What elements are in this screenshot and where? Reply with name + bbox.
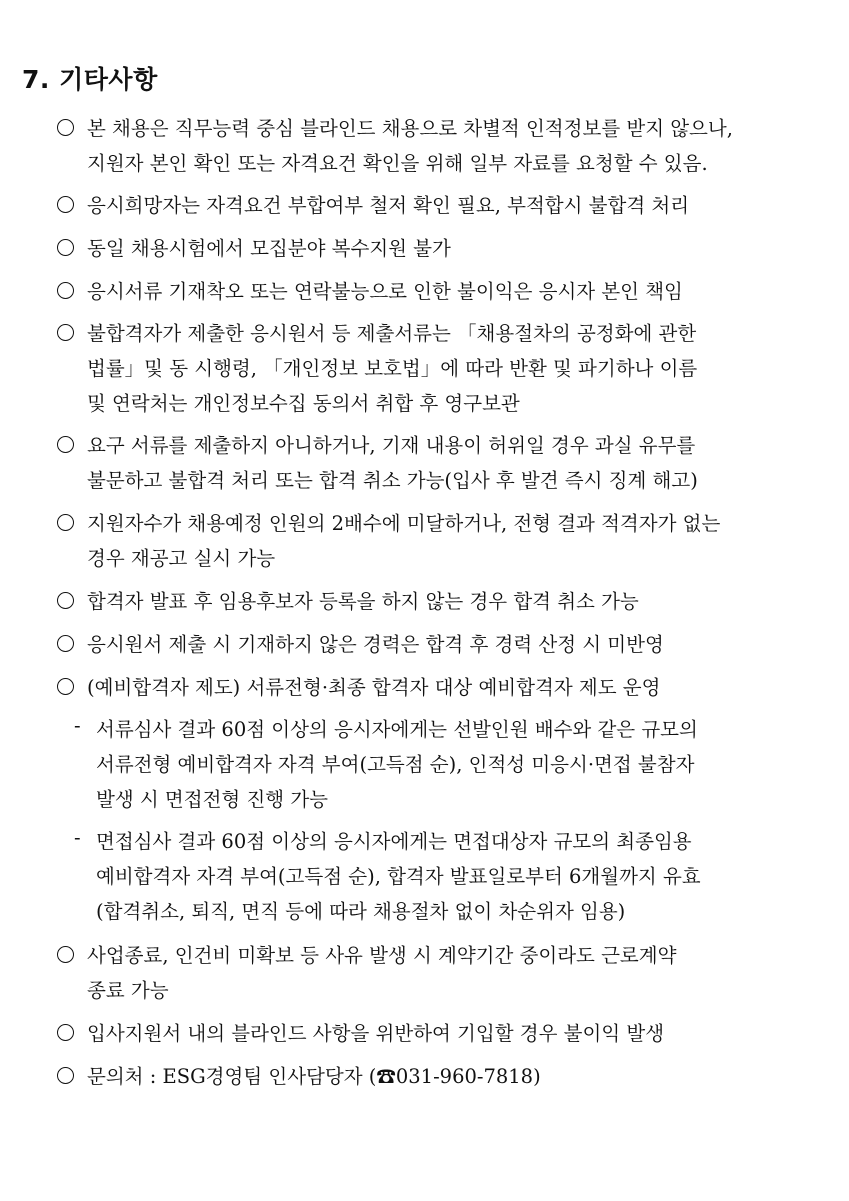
list-item — [57, 318, 837, 423]
item-text-line: 지원자수가 채용예정 인원의 2배수에 미달하거나, 전형 결과 적격자가 없는 — [87, 512, 721, 535]
sub-item-text-line: 발생 시 면접전형 진행 가능 — [96, 788, 329, 811]
item-text-line: 본 채용은 직무능력 중심 블라인드 채용으로 차별적 인적정보를 받지 않으나, — [87, 117, 733, 140]
circle-bullet-icon — [57, 1022, 74, 1046]
list-item — [57, 190, 837, 225]
item-text-line: 불합격자가 제출한 응시원서 등 제출서류는 「채용절차의 공정화에 관한 — [87, 322, 697, 345]
list-item — [57, 113, 837, 183]
list-item — [57, 276, 837, 311]
item-text-line: 불문하고 불합격 처리 또는 합격 취소 가능(입사 후 발견 즉시 징계 해고) — [87, 469, 698, 492]
section-number: 7. — [22, 65, 50, 94]
item-text-line: 응시희망자는 자격요건 부합여부 철저 확인 필요, 부적합시 불합격 처리 — [87, 194, 690, 217]
list-item — [57, 586, 837, 621]
item-text-line: 응시서류 기재착오 또는 연락불능으로 인한 불이익은 응시자 본인 책임 — [87, 280, 683, 303]
sub-item-text-line: (합격취소, 퇴직, 면직 등에 따라 채용절차 없이 차순위자 임용) — [96, 900, 626, 923]
item-text-line: 입사지원서 내의 블라인드 사항을 위반하여 기입할 경우 불이익 발생 — [87, 1022, 665, 1045]
item-text-line: 법률」및 동 시행령, 「개인정보 보호법」에 따라 반환 및 파기하나 이름 — [87, 357, 698, 380]
circle-bullet-icon — [57, 1065, 74, 1089]
circle-bullet-icon — [57, 280, 74, 304]
item-text-line: 문의처 : ESG경영팀 인사담당자 (☎031-960-7818) — [87, 1065, 541, 1088]
list-item — [57, 430, 837, 500]
circle-bullet-icon — [57, 633, 74, 657]
item-text-line: 사업종료, 인건비 미확보 등 사유 발생 시 계약기간 중이라도 근로계약 — [87, 944, 677, 967]
item-text-line: 및 연락처는 개인정보수집 동의서 취합 후 영구보관 — [87, 392, 520, 415]
item-text-line: 종료 가능 — [87, 979, 169, 1002]
item-text-line: 경우 재공고 실시 가능 — [87, 547, 276, 570]
circle-bullet-icon — [57, 237, 74, 261]
sub-list-item — [74, 826, 839, 931]
list-item — [57, 672, 837, 707]
list-item — [57, 508, 837, 578]
circle-bullet-icon — [57, 194, 74, 218]
circle-bullet-icon — [57, 512, 74, 536]
sub-item-text-line: 면접심사 결과 60점 이상의 응시자에게는 면접대상자 규모의 최종임용 — [96, 830, 692, 853]
section-title: 기타사항 — [59, 65, 158, 94]
sub-item-text-line: 서류심사 결과 60점 이상의 응시자에게는 선발인원 배수와 같은 규모의 — [96, 718, 698, 741]
circle-bullet-icon — [57, 117, 74, 141]
dash-bullet: - — [74, 826, 81, 849]
circle-bullet-icon — [57, 322, 74, 346]
list-item — [57, 629, 837, 664]
list-item — [57, 233, 837, 268]
list-item — [57, 1018, 837, 1053]
section-heading — [22, 60, 158, 96]
circle-bullet-icon — [57, 590, 74, 614]
item-text-line: 지원자 본인 확인 또는 자격요건 확인을 위해 일부 자료를 요청할 수 있음. — [87, 152, 708, 175]
list-item — [57, 1061, 837, 1096]
circle-bullet-icon — [57, 434, 74, 458]
circle-bullet-icon — [57, 944, 74, 968]
dash-bullet: - — [74, 714, 81, 737]
list-item — [57, 940, 837, 1010]
sub-list-item — [74, 714, 839, 819]
circle-bullet-icon — [57, 676, 74, 700]
sub-item-text-line: 서류전형 예비합격자 자격 부여(고득점 순), 인적성 미응시·면접 불참자 — [96, 753, 695, 776]
item-text-line: 동일 채용시험에서 모집분야 복수지원 불가 — [87, 237, 451, 260]
item-text-line: 합격자 발표 후 임용후보자 등록을 하지 않는 경우 합격 취소 가능 — [87, 590, 639, 613]
item-text-line: (예비합격자 제도) 서류전형·최종 합격자 대상 예비합격자 제도 운영 — [87, 676, 661, 699]
sub-item-text-line: 예비합격자 자격 부여(고득점 순), 합격자 발표일로부터 6개월까지 유효 — [96, 865, 701, 888]
item-text-line: 응시원서 제출 시 기재하지 않은 경력은 합격 후 경력 산정 시 미반영 — [87, 633, 664, 656]
item-text-line: 요구 서류를 제출하지 아니하거나, 기재 내용이 허위일 경우 과실 유무를 — [87, 434, 696, 457]
